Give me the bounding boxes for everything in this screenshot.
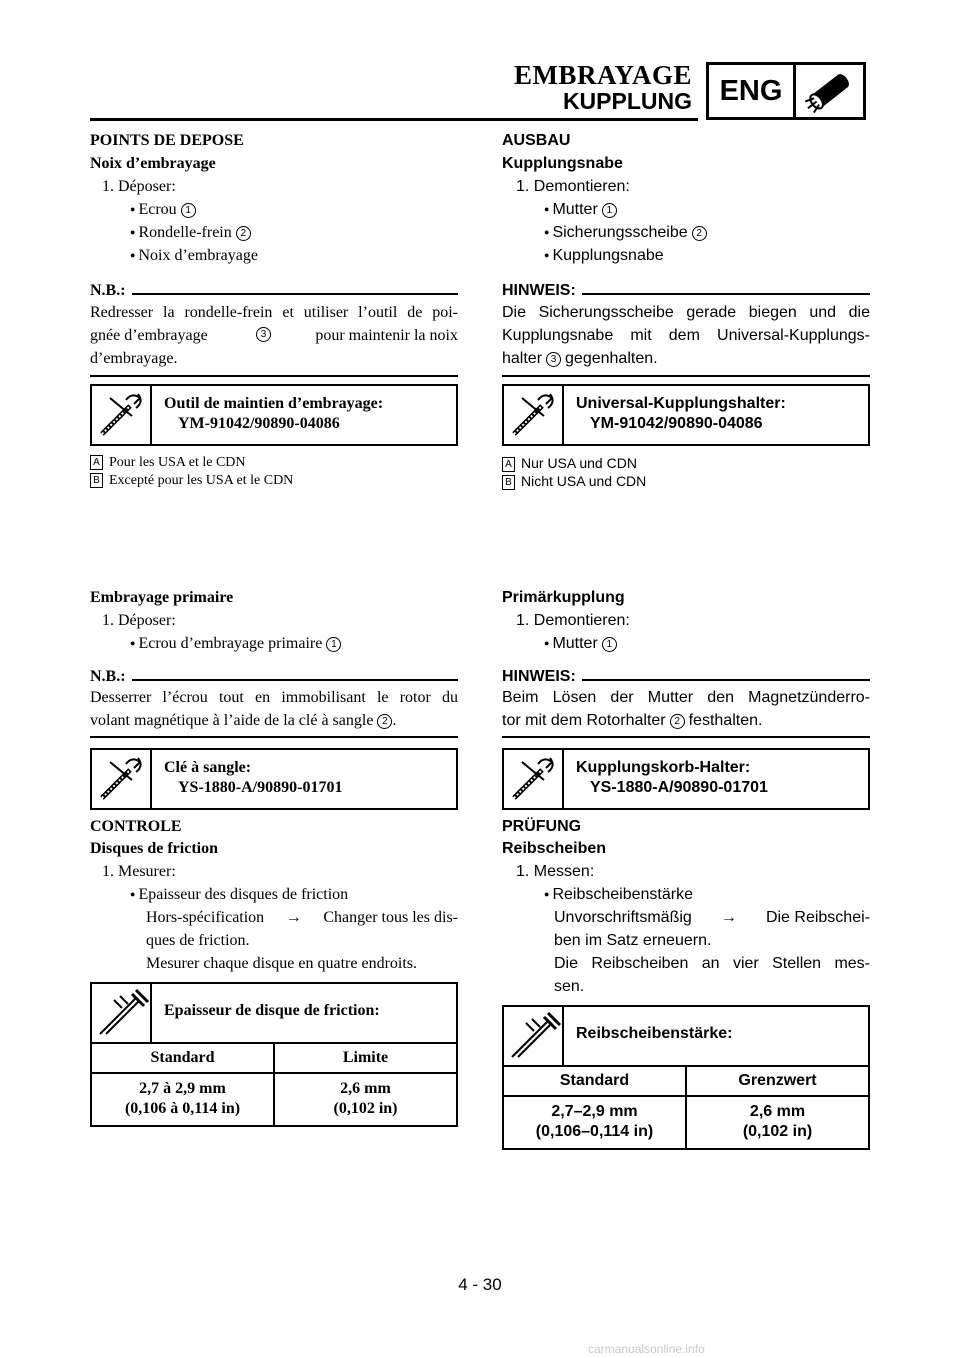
list-item: ● Sicherungsscheibe 2 <box>544 224 707 242</box>
measure-text: Unvorschriftsmäßig → Die Reibschei- <box>554 909 870 926</box>
measure-text: sen. <box>554 978 585 995</box>
list-item: ● Rondelle-frein 2 <box>130 224 251 242</box>
footnote: B Nicht USA und CDN <box>502 473 646 490</box>
header-rule <box>90 118 698 121</box>
page-number: 4 - 30 <box>458 1275 502 1294</box>
section-heading: CONTROLE <box>90 818 182 835</box>
note-text: Desserrer l’écrou tout en immobilisant le rotor du <box>90 689 458 706</box>
bullet-icon: ● <box>544 204 550 214</box>
section-title-fr: EMBRAYAGE <box>513 60 692 90</box>
section-heading: AUSBAU <box>502 132 571 149</box>
wrench-icon <box>92 386 152 444</box>
spec-value: 2,6 mm <box>340 1080 391 1097</box>
list-item: ● Ecrou d’embrayage primaire 1 <box>130 635 341 653</box>
spec-header: Standard <box>559 1072 630 1089</box>
note-text: volant magnétique à l’aide de la clé à sangle 2 . <box>90 712 397 729</box>
footnote: A Nur USA und CDN <box>502 455 637 472</box>
spec-value: 2,7 à 2,9 mm <box>139 1080 226 1097</box>
step-text: 1. Déposer: <box>102 178 176 195</box>
list-item: ● Mutter 1 <box>544 201 617 219</box>
step-text: 1. Messen: <box>516 863 595 880</box>
spec-header: Standard <box>150 1049 215 1066</box>
spec-value: 2,7–2,9 mm <box>551 1103 638 1120</box>
measure-text: Hors-spécification → Changer tous les dis- <box>146 909 458 926</box>
bullet-icon: ● <box>130 250 136 260</box>
bullet-icon: ● <box>544 638 550 648</box>
note-text: tor mit dem Rotorhalter 2 festhalten. <box>502 712 763 729</box>
note-text: Die Sicherungsscheibe gerade biegen und die <box>502 304 870 321</box>
tool-box <box>502 748 870 810</box>
watermark: carmanualsonline.info <box>588 1342 705 1356</box>
list-item: ● Ecrou 1 <box>130 201 196 219</box>
spec-header: Limite <box>273 1044 456 1072</box>
caliper-icon <box>92 984 152 1042</box>
list-item: ● Epaisseur des disques de friction <box>130 886 349 903</box>
tool-code: YM-91042/90890-04086 <box>590 415 763 432</box>
tool-name: Kupplungskorb-Halter: <box>576 759 751 776</box>
caliper-icon <box>504 1007 564 1065</box>
tool-code: YM-91042/90890-04086 <box>178 415 340 432</box>
step-text: 1. Demontieren: <box>516 612 630 629</box>
note-header: HINWEIS: <box>502 282 870 302</box>
note-header: N.B.: <box>90 668 458 688</box>
spec-value: (0,106 à 0,114 in) <box>124 1100 241 1117</box>
tool-name: Outil de maintien d’embrayage: <box>164 395 384 412</box>
spec-header: Grenzwert <box>685 1067 868 1095</box>
spec-title: Reibscheibenstärke: <box>576 1025 733 1042</box>
note-text: halter 3 gegenhalten. <box>502 350 658 367</box>
subsection-heading: Primärkupplung <box>502 589 625 606</box>
engine-badge <box>706 62 866 120</box>
note-text: Beim Lösen der Mutter den Magnetzünderro- <box>502 689 870 706</box>
step-text: 1. Mesurer: <box>102 863 176 880</box>
badge-label: ENG <box>709 65 796 117</box>
tool-code: YS-1880-A/90890-01701 <box>590 779 768 796</box>
section-title-de: KUPPLUNG <box>562 88 692 114</box>
measure-text: Die Reibscheiben an vier Stellen mes- <box>554 955 870 972</box>
wrench-icon <box>504 386 564 444</box>
bullet-icon: ● <box>130 889 136 899</box>
note-rule <box>90 736 458 738</box>
note-text: Redresser la rondelle-frein et utiliser l’outil de poi- <box>90 304 458 321</box>
tool-code: YS-1880-A/90890-01701 <box>178 779 343 796</box>
subsection-heading: Kupplungsnabe <box>502 155 623 172</box>
spec-table <box>502 1005 870 1150</box>
bullet-icon: ● <box>130 227 136 237</box>
spec-table <box>90 982 458 1127</box>
subsection-heading: Reibscheiben <box>502 840 607 857</box>
tool-box <box>502 384 870 446</box>
wrench-icon <box>92 750 152 808</box>
note-header: N.B.: <box>90 282 458 302</box>
bullet-icon: ● <box>130 204 136 214</box>
tool-box <box>90 748 458 810</box>
measure-text: Mesurer chaque disque en quatre endroits. <box>146 955 418 972</box>
note-rule <box>90 375 458 377</box>
subsection-heading: Disques de friction <box>90 840 218 857</box>
section-heading: POINTS DE DEPOSE <box>90 132 244 149</box>
subsection-heading: Embrayage primaire <box>90 589 234 606</box>
note-rule <box>502 375 870 377</box>
bullet-icon: ● <box>544 250 550 260</box>
list-item: ● Mutter 1 <box>544 635 617 653</box>
step-text: 1. Déposer: <box>102 612 176 629</box>
measure-text: ques de friction. <box>146 932 250 949</box>
tool-box <box>90 384 458 446</box>
bullet-icon: ● <box>544 227 550 237</box>
note-text: Kupplungsnabe mit dem Universal-Kupplungs- <box>502 327 870 344</box>
bullet-icon: ● <box>544 889 550 899</box>
wrench-icon <box>504 750 564 808</box>
spec-value: (0,102 in) <box>333 1100 398 1117</box>
section-heading: PRÜFUNG <box>502 818 582 835</box>
list-item: ● Noix d’embrayage <box>130 247 258 264</box>
step-text: 1. Demontieren: <box>516 178 630 195</box>
tool-name: Universal-Kupplungshalter: <box>576 395 786 412</box>
tool-name: Clé à sangle: <box>164 759 252 776</box>
footnote: A Pour les USA et le CDN <box>90 455 246 471</box>
footnote: B Excepté pour les USA et le CDN <box>90 473 293 489</box>
engine-icon <box>796 65 863 117</box>
bullet-icon: ● <box>130 638 136 648</box>
note-text: gnée d’embrayage 3 pour maintenir la noix <box>90 327 458 344</box>
subsection-heading: Noix d’embrayage <box>90 155 216 172</box>
spec-value: 2,6 mm <box>749 1103 806 1120</box>
spec-title: Epaisseur de disque de friction: <box>164 1002 380 1019</box>
list-item: ● Reibscheibenstärke <box>544 886 693 903</box>
note-header: HINWEIS: <box>502 668 870 688</box>
note-rule <box>502 736 870 738</box>
spec-value: (0,106–0,114 in) <box>535 1123 654 1140</box>
note-text: d’embrayage. <box>90 350 178 367</box>
list-item: ● Kupplungsnabe <box>544 247 664 264</box>
measure-text: ben im Satz erneuern. <box>554 932 712 949</box>
spec-value: (0,102 in) <box>742 1123 813 1140</box>
